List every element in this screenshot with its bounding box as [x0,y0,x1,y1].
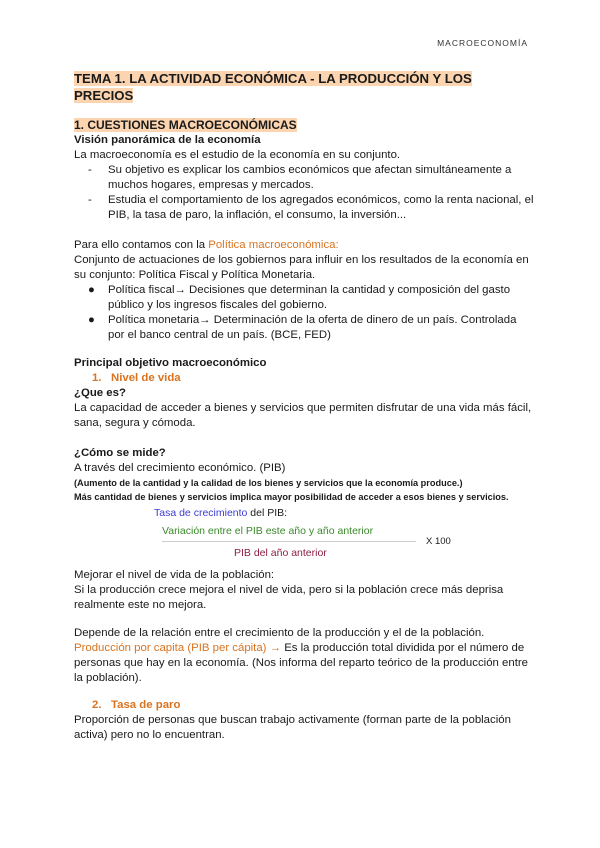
mejora-p4: Producción por capita (PIB per cápita) → Es la producción total dividida por el número de personas que hay en la economía. (Nos informa del reparto teórico de la producción entre la población). [74,642,528,684]
politica-list [74,283,534,343]
section-heading: 1. CUESTIONES MACROECONÓMICAS [74,118,297,132]
formula-denominator: PIB del año anterior [234,547,327,559]
answer-que-es: La capacidad de acceder a bienes y servicios que permiten disfrutar de una vida más fácil, sana, segura y cómoda. [74,402,532,429]
tasa-de-paro-heading: 2. Tasa de paro [92,699,181,711]
running-header: MACROECONOMÍA [437,38,528,48]
pib-growth-formula [74,504,534,568]
list-item: - Su objetivo es explicar los cambios económicos que afectan simultáneamente a muchos hogares, empresas y mercados. [88,164,512,191]
note-mas-cantidad: Más cantidad de bienes y servicios implica mayor posibilidad de acceder a esos bienes y servicios. [74,492,509,502]
answer-como-se-mide: A través del crecimiento económico. (PIB) [74,462,286,474]
document-page [74,70,534,743]
formula-label: Tasa de crecimiento del PIB: [154,507,288,519]
formula-numerator: Variación entre el PIB este año y año anterior [162,525,374,537]
list-item: ● Política fiscal→ Decisiones que determinan la cantidad y composición del gasto público y los ingresos fiscales del gobierno. [88,284,511,311]
tasa-de-paro-text: Proporción de personas que buscan trabajo activamente (forman parte de la población activa) pero no lo encuentran. [74,714,511,741]
subheading-vision: Visión panorámica de la economía [74,134,261,146]
question-que-es: ¿Que es? [74,387,126,399]
vision-list [74,163,534,223]
politica-lead: Para ello contamos con la Política macroeconómica: [74,239,339,251]
list-item: ● Política monetaria→ Determinación de la oferta de dinero de un país. Controlada por el banco central de un país. (BCE, FED) [88,314,517,341]
vision-intro: La macroeconomía es el estudio de la economía en su conjunto. [74,149,401,161]
formula-multiplier: X 100 [426,536,451,547]
document-title: TEMA 1. LA ACTIVIDAD ECONÓMICA - LA PRODUCCIÓN Y LOS PRECIOS [74,71,472,103]
politica-desc: Conjunto de actuaciones de los gobiernos para influir en los resultados de la economía en su conjunto: Política Fiscal y Política Monetaria. [74,254,529,281]
mejora-p1: Mejorar el nivel de vida de la población: [74,569,275,581]
note-aumento: (Aumento de la cantidad y la calidad de los bienes y servicios que la economía produce.) [74,478,463,488]
fraction-line [162,541,416,542]
list-item: - Estudia el comportamiento de los agregados económicos, como la renta nacional, el PIB, la tasa de paro, la inflación, el consumo, la inversión... [88,194,534,221]
mejora-p3: Depende de la relación entre el crecimiento de la producción y el de la población. [74,627,485,639]
mejora-p2: Si la producción crece mejora el nivel de vida, pero si la población crece más deprisa realmente este no mejora. [74,584,504,611]
nivel-de-vida-heading: 1. Nivel de vida [92,372,181,384]
objetivo-heading: Principal objetivo macroeconómico [74,357,267,369]
question-como-se-mide: ¿Cómo se mide? [74,447,166,459]
